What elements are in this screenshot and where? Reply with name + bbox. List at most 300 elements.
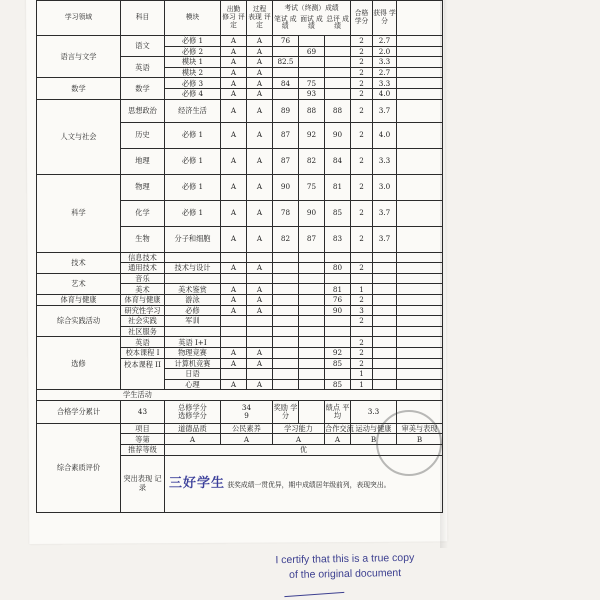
activities-label: 学生活动	[123, 390, 152, 400]
written-cell	[273, 305, 299, 316]
written-cell: 76	[273, 36, 299, 47]
attendance-cell: A	[221, 263, 247, 274]
certification-line-1: I certify that this is a true copy	[275, 551, 415, 567]
overall-cell: 85	[325, 200, 351, 226]
activities-row	[37, 390, 443, 401]
module-cell: 计算机竞赛	[165, 358, 221, 369]
overall-cell	[325, 326, 351, 337]
written-cell: 84	[273, 78, 299, 89]
practical-cell	[299, 284, 325, 295]
quality-category-2: 学习能力	[273, 423, 325, 434]
earned-credit-cell	[373, 316, 397, 327]
quality-level-2: A	[273, 434, 325, 445]
pass-credit-cell: 2	[351, 148, 373, 174]
process-cell: A	[247, 379, 273, 390]
practical-cell	[299, 337, 325, 348]
quality-remarks-label: 突出表现 记录	[121, 455, 165, 512]
practical-cell: 90	[299, 200, 325, 226]
process-cell	[247, 337, 273, 348]
attendance-cell: A	[221, 99, 247, 122]
pass-credit-cell: 2	[351, 358, 373, 369]
quality-level-3: A	[325, 434, 351, 445]
blank-cell	[397, 57, 443, 68]
process-cell: A	[247, 36, 273, 47]
subject-cell: 化学	[121, 200, 165, 226]
module-cell	[165, 273, 221, 284]
pass-credit-cell: 2	[351, 88, 373, 99]
module-cell: 心理	[165, 379, 221, 390]
overall-cell	[325, 252, 351, 263]
header-exam-title: 考试（终测）成绩	[284, 3, 339, 12]
blank-cell	[397, 122, 443, 148]
subject-cell: 信息技术	[121, 252, 165, 263]
other-credits-label: 奖励 学分	[273, 400, 299, 423]
header-blank	[397, 1, 443, 36]
process-cell	[247, 326, 273, 337]
practical-cell	[299, 347, 325, 358]
attendance-cell	[221, 326, 247, 337]
area-cell: 技术	[37, 252, 121, 273]
written-cell	[273, 46, 299, 57]
practical-cell	[299, 273, 325, 284]
gpa-label: 绩点 平均	[325, 400, 351, 423]
header-grade-eval	[221, 1, 247, 36]
written-cell	[273, 284, 299, 295]
attendance-cell: A	[221, 200, 247, 226]
practical-cell	[299, 316, 325, 327]
process-cell: A	[247, 67, 273, 78]
attendance-cell: A	[221, 226, 247, 252]
pass-credit-cell	[351, 252, 373, 263]
table-row	[37, 305, 443, 316]
overall-cell: 85	[325, 358, 351, 369]
quality-label	[37, 423, 121, 512]
earned-credit-cell	[373, 347, 397, 358]
overall-cell	[325, 57, 351, 68]
attendance-cell	[221, 273, 247, 284]
earned-credit-cell	[373, 294, 397, 305]
process-cell: A	[247, 122, 273, 148]
practical-cell	[299, 358, 325, 369]
practical-cell	[299, 305, 325, 316]
module-cell: 必修 3	[165, 78, 221, 89]
practical-cell	[299, 57, 325, 68]
quality-level-5: B	[397, 434, 443, 445]
practical-cell	[299, 67, 325, 78]
written-cell	[273, 347, 299, 358]
table-row	[37, 273, 443, 284]
attendance-cell: A	[221, 88, 247, 99]
written-cell	[273, 326, 299, 337]
written-cell: 78	[273, 200, 299, 226]
module-cell	[165, 326, 221, 337]
practical-cell: 87	[299, 226, 325, 252]
practical-cell: 75	[299, 174, 325, 200]
overall-cell	[325, 316, 351, 327]
module-cell: 技术与设计	[165, 263, 221, 274]
blank-cell	[397, 379, 443, 390]
overall-cell: 83	[325, 226, 351, 252]
module-cell: 模块 1	[165, 57, 221, 68]
process-cell	[247, 369, 273, 380]
header-overall: 总评 成绩	[326, 14, 349, 31]
pass-credit-cell: 1	[351, 284, 373, 295]
earned-credit-cell	[373, 369, 397, 380]
header-attendance: 出勤	[226, 5, 241, 14]
pass-credit-cell: 2	[351, 36, 373, 47]
practical-cell: 82	[299, 148, 325, 174]
overall-cell: 85	[325, 379, 351, 390]
quality-project-label: 项目	[121, 423, 165, 434]
module-cell: 军训	[165, 316, 221, 327]
activities-label-cell	[37, 390, 443, 401]
attendance-cell: A	[221, 67, 247, 78]
header-process: 过程	[252, 5, 267, 14]
written-cell	[273, 88, 299, 99]
overall-cell: 81	[325, 284, 351, 295]
blank-cell	[397, 369, 443, 380]
written-cell	[273, 263, 299, 274]
attendance-cell	[221, 369, 247, 380]
subject-cell: 语文	[121, 36, 165, 57]
pass-credit-cell: 1	[351, 379, 373, 390]
area-cell: 选修	[37, 337, 121, 390]
overall-cell: 76	[325, 294, 351, 305]
earned-credit-cell: 3.7	[373, 200, 397, 226]
area-cell: 人文与社会	[37, 99, 121, 174]
process-cell: A	[247, 99, 273, 122]
practical-cell	[299, 263, 325, 274]
table-row	[37, 337, 443, 348]
certification-line-2: of the original document	[288, 567, 402, 581]
module-cell: 经济生活	[165, 99, 221, 122]
blank-cell	[397, 226, 443, 252]
quality-category-5: 审美与表现	[397, 423, 443, 434]
attendance-cell: A	[221, 358, 247, 369]
process-cell: A	[247, 78, 273, 89]
header-exam	[273, 1, 351, 36]
pass-credit-cell: 2	[351, 226, 373, 252]
earned-credit-cell: 2.0	[373, 46, 397, 57]
overall-cell: 90	[325, 122, 351, 148]
earned-credit-cell: 4.0	[373, 88, 397, 99]
earned-credit-cell	[373, 337, 397, 348]
elective-credits-label: 选修学分	[178, 410, 207, 420]
table-row	[37, 252, 443, 263]
pass-credit-cell: 2	[351, 263, 373, 274]
certification-note	[270, 551, 421, 584]
blank-cell	[397, 337, 443, 348]
subject-cell: 英语	[121, 337, 165, 348]
overall-cell	[325, 369, 351, 380]
attendance-cell: A	[221, 379, 247, 390]
practical-cell	[299, 252, 325, 263]
gpa-value: 3.3	[351, 400, 397, 423]
process-cell: A	[247, 57, 273, 68]
written-cell	[273, 369, 299, 380]
table-row	[37, 36, 443, 47]
module-cell: 必修 1	[165, 200, 221, 226]
earned-credit-cell	[373, 358, 397, 369]
earned-credit-cell: 4.0	[373, 122, 397, 148]
blank-cell	[397, 347, 443, 358]
blank-cell	[397, 148, 443, 174]
subject-cell: 思想政治	[121, 99, 165, 122]
attendance-cell: A	[221, 174, 247, 200]
written-cell	[273, 379, 299, 390]
written-cell: 89	[273, 99, 299, 122]
process-cell: A	[247, 174, 273, 200]
area-cell: 体育与健康	[37, 294, 121, 305]
subject-cell: 音乐	[121, 273, 165, 284]
area-cell: 综合实践活动	[37, 305, 121, 337]
process-cell: A	[247, 294, 273, 305]
subject-cell: 体育与健康	[121, 294, 165, 305]
quality-comment-label: 推荐等级	[121, 445, 165, 456]
written-cell: 87	[273, 122, 299, 148]
quality-category-1: 公民素养	[221, 423, 273, 434]
process-cell: A	[247, 305, 273, 316]
earned-credit-cell: 3.7	[373, 226, 397, 252]
subject-cell: 地理	[121, 148, 165, 174]
area-cell: 科学	[37, 174, 121, 252]
subject-cell: 校本课程 I	[121, 347, 165, 358]
attendance-cell	[221, 316, 247, 327]
quality-category-4: 运动与健康	[351, 423, 397, 434]
pass-credit-cell: 3	[351, 305, 373, 316]
blank-cell	[397, 263, 443, 274]
practical-cell: 92	[299, 122, 325, 148]
pass-credit-cell: 2	[351, 347, 373, 358]
module-cell: 必修 2	[165, 46, 221, 57]
header-module: 模块	[165, 1, 221, 36]
quality-level-0: A	[165, 434, 221, 445]
overall-cell: 84	[325, 148, 351, 174]
attendance-cell: A	[221, 148, 247, 174]
overall-cell	[325, 67, 351, 78]
attendance-cell: A	[221, 57, 247, 68]
written-cell	[273, 337, 299, 348]
pass-credit-cell: 2	[351, 99, 373, 122]
header-earned-credit: 获得 学分	[373, 1, 397, 36]
module-cell: 英语 I+I	[165, 337, 221, 348]
process-cell: A	[247, 200, 273, 226]
process-cell: A	[247, 347, 273, 358]
subject-cell: 美术	[121, 284, 165, 295]
blank-cell	[397, 273, 443, 284]
table-row	[37, 99, 443, 122]
credits-label: 合格学分累计	[37, 400, 121, 423]
written-cell	[273, 67, 299, 78]
attendance-cell: A	[221, 46, 247, 57]
area-cell: 数学	[37, 78, 121, 99]
process-cell: A	[247, 284, 273, 295]
blank-cell	[397, 305, 443, 316]
written-cell: 90	[273, 174, 299, 200]
quality-level-1: A	[221, 434, 273, 445]
module-cell: 必修 1	[165, 122, 221, 148]
earned-credit-cell	[373, 305, 397, 316]
header-pass-credit: 合格 学分	[351, 1, 373, 36]
written-cell	[273, 358, 299, 369]
blank-cell	[397, 252, 443, 263]
overall-cell: 92	[325, 347, 351, 358]
blank-cell	[397, 67, 443, 78]
table-row	[37, 78, 443, 89]
quality-comment-value: 优	[165, 445, 443, 456]
overall-cell: 81	[325, 174, 351, 200]
blank-cell	[397, 88, 443, 99]
earned-credit-cell: 3.3	[373, 148, 397, 174]
module-cell: 日语	[165, 369, 221, 380]
attendance-cell	[221, 252, 247, 263]
module-cell	[165, 252, 221, 263]
blank-cell	[397, 358, 443, 369]
subject-cell: 数学	[121, 78, 165, 99]
overall-cell	[325, 46, 351, 57]
blank-cell	[397, 46, 443, 57]
pass-credit-cell: 2	[351, 337, 373, 348]
pass-credit-cell: 2	[351, 200, 373, 226]
header-perf-eval	[247, 1, 273, 36]
overall-cell	[325, 273, 351, 284]
header-grade-eval-label: 修习 评定	[222, 13, 245, 29]
overall-cell	[325, 78, 351, 89]
attendance-cell: A	[221, 284, 247, 295]
module-cell: 必修 1	[165, 174, 221, 200]
subject-cell: 研究性学习	[121, 305, 165, 316]
credits-row	[37, 400, 443, 423]
subject-cell: 社会实践	[121, 316, 165, 327]
blank-cell	[397, 99, 443, 122]
written-cell	[273, 273, 299, 284]
area-cell: 语言与文学	[37, 36, 121, 78]
blank-cell	[397, 294, 443, 305]
subject-cell: 社区服务	[121, 326, 165, 337]
blank-cell	[397, 284, 443, 295]
written-cell: 82	[273, 226, 299, 252]
overall-cell	[325, 337, 351, 348]
process-cell	[247, 316, 273, 327]
written-cell: 82.5	[273, 57, 299, 68]
pass-credit-cell: 2	[351, 174, 373, 200]
pass-credit-cell: 2	[351, 316, 373, 327]
practical-cell: 75	[299, 78, 325, 89]
attendance-cell: A	[221, 78, 247, 89]
pass-credit-cell: 2	[351, 46, 373, 57]
practical-cell: 93	[299, 88, 325, 99]
blank-cell	[397, 36, 443, 47]
module-cell: 美术鉴赏	[165, 284, 221, 295]
earned-credit-cell: 2.7	[373, 67, 397, 78]
practical-cell	[299, 36, 325, 47]
written-cell	[273, 252, 299, 263]
credits-breakdown-values	[221, 400, 273, 423]
earned-credit-cell	[373, 326, 397, 337]
module-cell: 分子和细胞	[165, 226, 221, 252]
blank-cell	[397, 200, 443, 226]
process-cell: A	[247, 88, 273, 99]
pass-credit-cell: 1	[351, 369, 373, 380]
elective-credits-value: 9	[244, 410, 249, 420]
official-seal	[376, 410, 442, 476]
written-cell: 87	[273, 148, 299, 174]
subject-cell: 物理	[121, 174, 165, 200]
pass-credit-cell: 2	[351, 294, 373, 305]
practical-cell: 69	[299, 46, 325, 57]
quality-level-label: 等第	[121, 434, 165, 445]
earned-credit-cell: 3.0	[373, 174, 397, 200]
module-cell: 游泳	[165, 294, 221, 305]
module-cell: 必修 4	[165, 88, 221, 99]
blank-cell	[397, 78, 443, 89]
header-perf-eval-label: 表现 评定	[248, 13, 271, 29]
module-cell: 必修 1	[165, 36, 221, 47]
module-cell: 模块 2	[165, 67, 221, 78]
area-cell: 艺术	[37, 273, 121, 294]
practical-cell: 88	[299, 99, 325, 122]
pass-credit-cell: 2	[351, 57, 373, 68]
module-cell: 必修	[165, 305, 221, 316]
remarks-text: 获奖成绩一贯优异，期中成绩居年级前列，表现突出。	[227, 481, 391, 490]
earned-credit-cell	[373, 252, 397, 263]
blank-cell	[397, 316, 443, 327]
honor-stamp: 三好学生	[169, 476, 226, 492]
quality-label-text: 综合素质评价	[56, 462, 101, 472]
earned-credit-cell	[373, 379, 397, 390]
overall-cell	[325, 88, 351, 99]
header-practical: 面试 成绩	[300, 14, 323, 31]
earned-credit-cell: 3.3	[373, 57, 397, 68]
module-cell: 必修 1	[165, 148, 221, 174]
pass-credit-cell	[351, 326, 373, 337]
blank-cell	[397, 174, 443, 200]
process-cell: A	[247, 358, 273, 369]
table-row	[37, 174, 443, 200]
process-cell: A	[247, 263, 273, 274]
subject-cell: 生物	[121, 226, 165, 252]
header-row	[37, 1, 443, 36]
practical-cell	[299, 379, 325, 390]
attendance-cell: A	[221, 305, 247, 316]
pass-credit-cell: 2	[351, 67, 373, 78]
other-credits-value	[299, 400, 325, 423]
earned-credit-cell: 2.7	[373, 36, 397, 47]
credits-total: 43	[121, 400, 165, 423]
pass-credit-cell	[351, 273, 373, 284]
table-row	[37, 294, 443, 305]
written-cell	[273, 294, 299, 305]
overall-cell: 88	[325, 99, 351, 122]
process-cell	[247, 252, 273, 263]
certification-signature	[284, 582, 345, 597]
earned-credit-cell	[373, 263, 397, 274]
pass-credit-cell: 2	[351, 122, 373, 148]
header-area: 学习领域	[37, 1, 121, 36]
process-cell	[247, 273, 273, 284]
attendance-cell: A	[221, 294, 247, 305]
quality-category-0: 道德品质	[165, 423, 221, 434]
required-credits-label: 总修学分	[178, 402, 207, 412]
subject-cell: 通用技术	[121, 263, 165, 274]
pass-credit-cell: 2	[351, 78, 373, 89]
earned-credit-cell	[373, 284, 397, 295]
header-written: 笔试 成绩	[274, 14, 297, 31]
attendance-cell	[221, 337, 247, 348]
subject-cell: 历史	[121, 122, 165, 148]
earned-credit-cell: 3.7	[373, 99, 397, 122]
practical-cell	[299, 294, 325, 305]
